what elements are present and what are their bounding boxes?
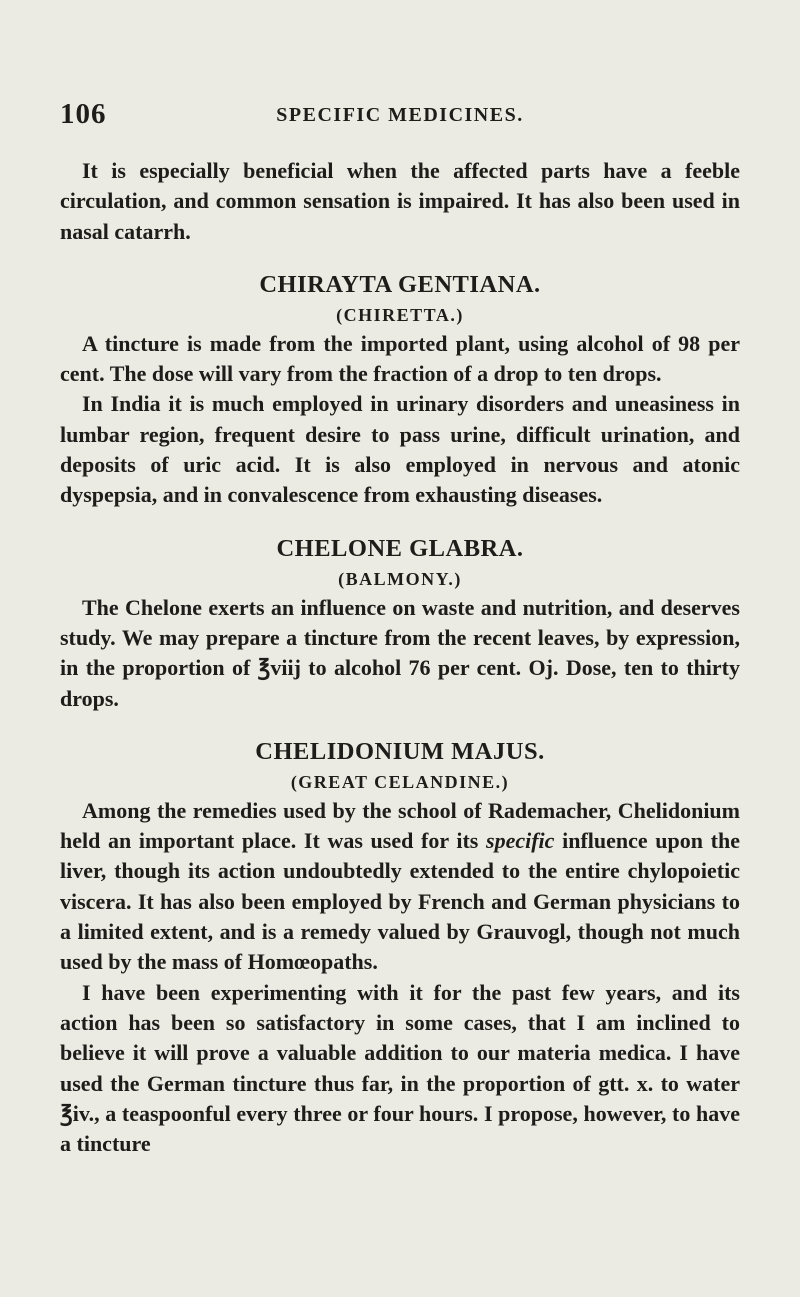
paragraph: I have been experimenting with it for the past few years, and its action has been so satisfactory in some cases, that I am inclined to believe it will prove a valuable addition to our materia medica. I have used the German tincture thus far, in the proportion of gtt. x. to water ℥iv., a teaspoonful every three or four hours. I propose, however, to have a tincture (60, 979, 740, 1157)
section-chirayta (60, 269, 740, 511)
section-title: CHELIDONIUM MAJUS. (255, 737, 545, 765)
section-chelidonium (60, 736, 740, 1160)
page-number: 106 (60, 98, 107, 130)
section-subtitle: (GREAT CELANDINE.) (290, 771, 510, 792)
section-chelone (60, 533, 740, 714)
section-title: CHELONE GLABRA. (276, 534, 524, 562)
section-subtitle: (CHIRETTA.) (336, 304, 464, 325)
intro-paragraph: It is especially beneficial when the affected parts have a feeble circulation, and common sensation is impaired. It has also been used in nasal catarrh. (60, 158, 740, 244)
section-title: CHIRAYTA GENTIANA. (259, 270, 541, 298)
paragraph (60, 796, 740, 978)
text-run: influence upon the liver, though its action undoubtedly extended to the entire chylopoietic viscera. It has also been employed by French and German physicians to a limited extent, and is a remedy valued by Grauvogl, though not much used by the mass of Homœopaths. (60, 828, 740, 975)
page-header (60, 98, 740, 138)
page-content (60, 156, 740, 1159)
running-head: SPECIFIC MEDICINES. (276, 104, 524, 126)
text-run: Among the remedies used by the school of Rademacher, Chelidonium held an important place. It was used for its (60, 797, 740, 854)
italic-word: specific (486, 828, 555, 854)
paragraph: The Chelone exerts an influence on waste and nutrition, and deserves study. We may prepare a tincture from the recent leaves, by expression, in the proportion of ℥viij to alcohol 76 per cent. Oj. Dose, ten to thirty drops. (60, 594, 740, 711)
section-subtitle: (BALMONY.) (338, 568, 462, 589)
paragraph: A tincture is made from the imported plant, using alcohol of 98 per cent. The dose will vary from the fraction of a drop to ten drops. (60, 330, 740, 387)
paragraph: In India it is much employed in urinary disorders and uneasiness in lumbar region, frequent desire to pass urine, difficult urination, and deposits of uric acid. It is also employed in nervous and atonic dyspepsia, and in convalescence from exhausting diseases. (60, 391, 740, 508)
